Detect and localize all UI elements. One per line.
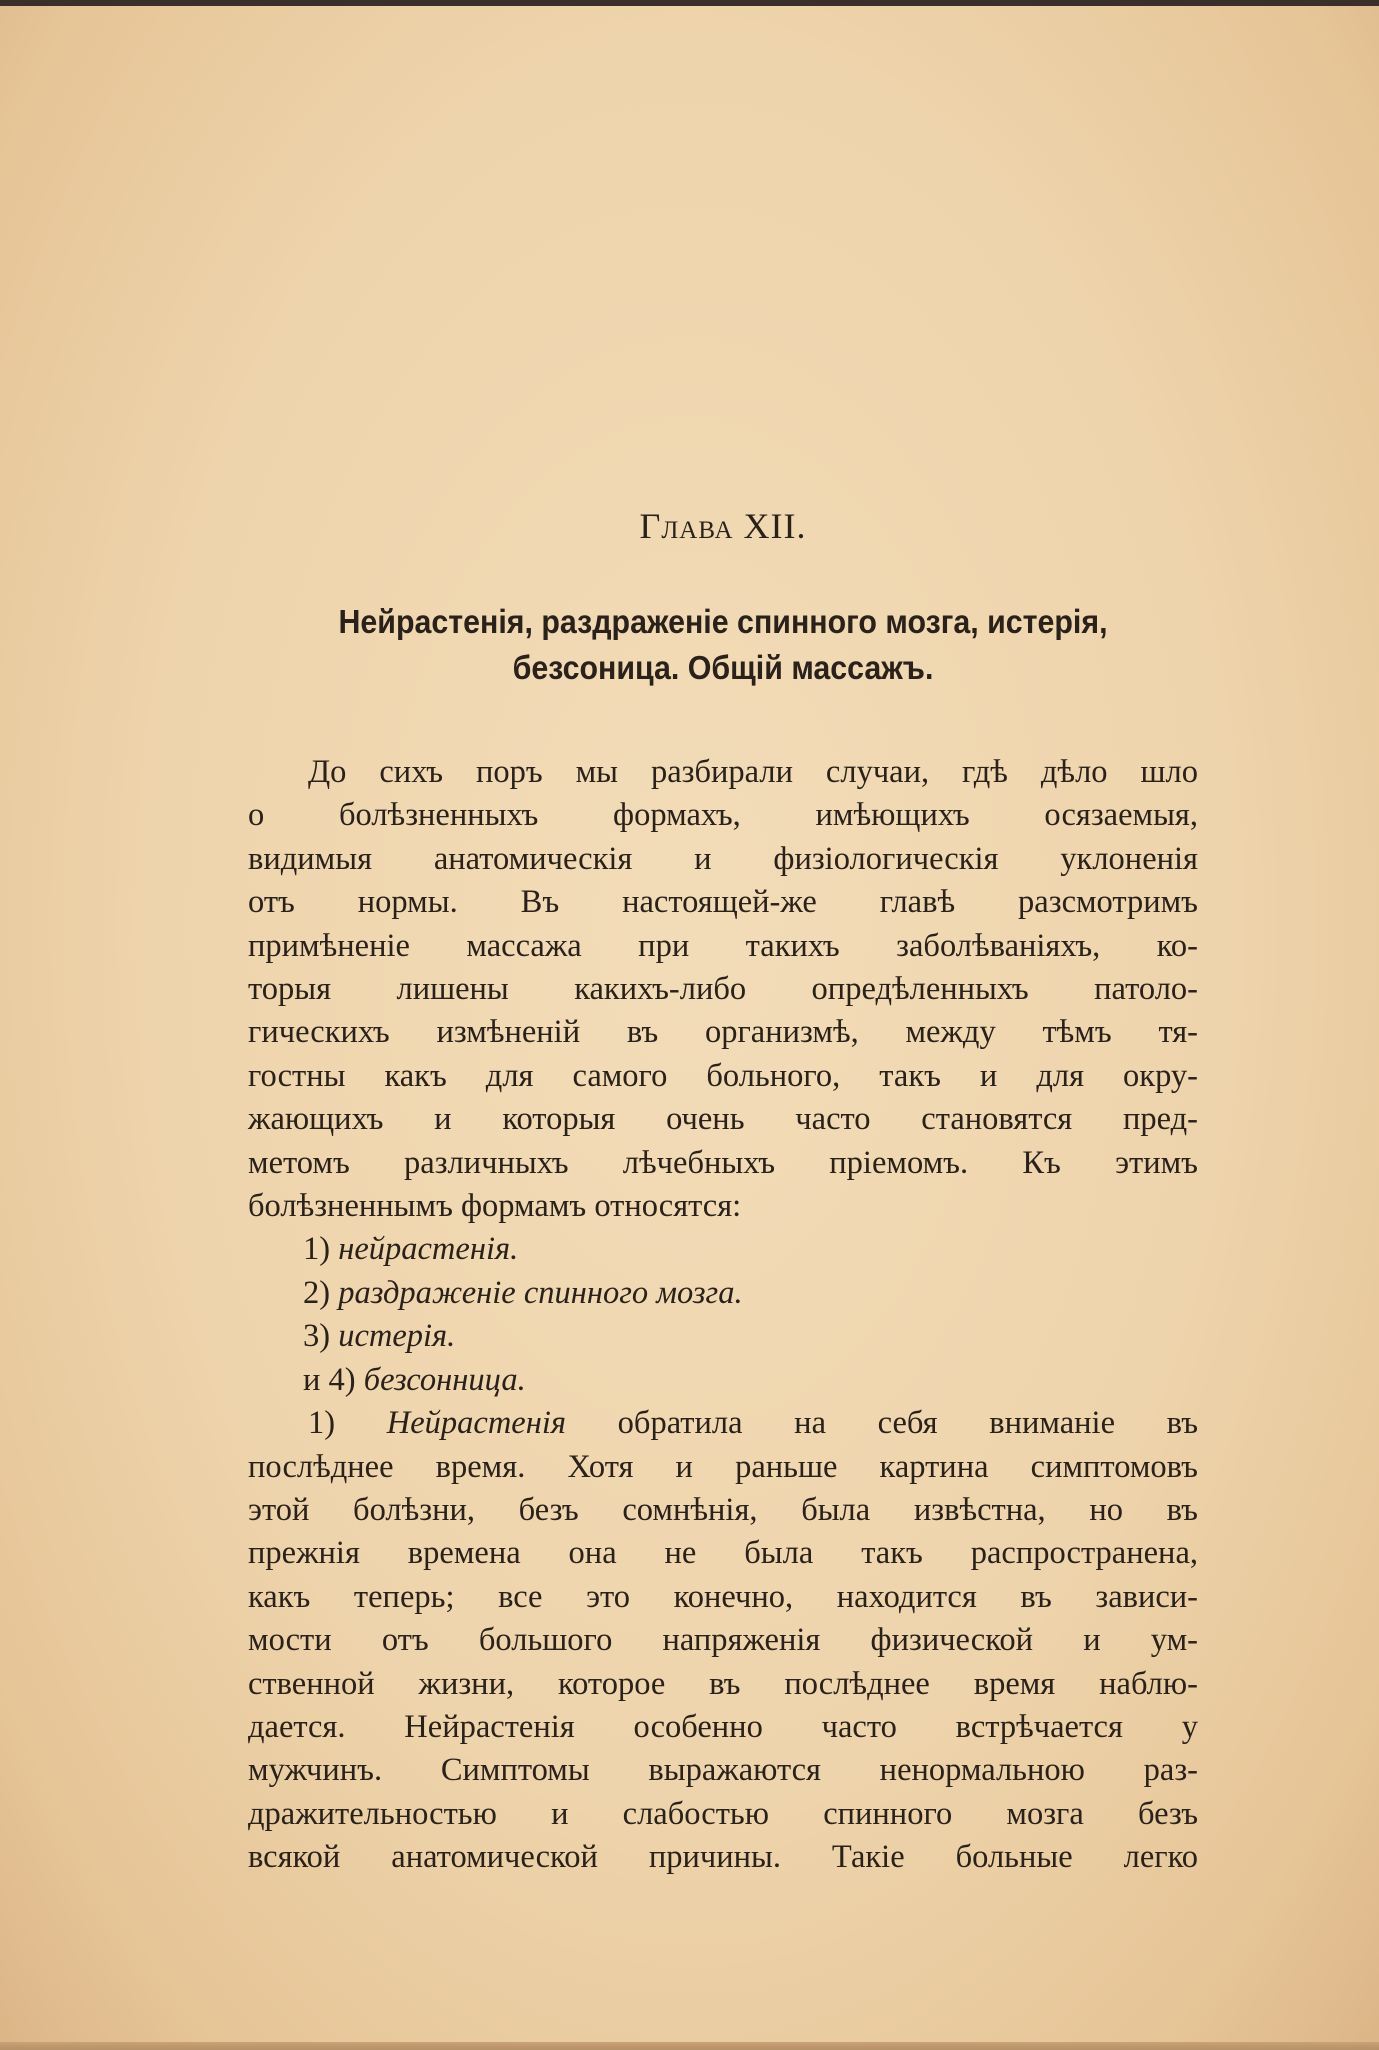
body-text [248, 751, 1198, 1880]
chapter-title [286, 599, 1160, 691]
text-line: торыя лишены какихъ-либо опредѣленныхъ патоло- [248, 971, 1198, 1008]
text-line: дражительностью и слабостью спинного мозга безъ [248, 1795, 1198, 1832]
text-line: дается. Нейрастенія особенно часто встрѣчается у [248, 1708, 1198, 1745]
list-number: 3) [303, 1318, 331, 1355]
list-item [248, 1272, 1198, 1315]
list-number: и 4) [303, 1361, 356, 1398]
chapter-title-line-2: безсоница. Общій массажъ. [512, 649, 934, 686]
text-line: какъ теперь; все это конечно, находится въ зависи- [248, 1578, 1198, 1615]
paragraph-term: Нейрастенія [386, 1405, 566, 1442]
text-line: прежнія времена она не была такъ распространена, [248, 1535, 1198, 1572]
text-line: этой болѣзни, безъ сомнѣнія, была извѣстна, но въ [248, 1491, 1198, 1528]
list-term: истерія. [338, 1318, 456, 1355]
text-line: метомъ различныхъ лѣчебныхъ пріемомъ. Къ этимъ [248, 1144, 1198, 1181]
text-line: гическихъ измѣненій въ организмѣ, между тѣмъ тя- [248, 1014, 1198, 1051]
list-item [248, 1315, 1198, 1358]
text-line: гостны какъ для самого больного, такъ и для окру- [248, 1057, 1198, 1094]
disease-list [248, 1228, 1198, 1402]
list-term: безсонница. [363, 1361, 526, 1398]
chapter-title-line-1: Нейрастенія, раздраженіе спинного мозга, истерія, [338, 603, 1108, 640]
text-line: мости отъ большого напряженія физической и ум- [248, 1622, 1198, 1659]
paragraph-2 [248, 1402, 1198, 1879]
text-line: отъ нормы. Въ настоящей-же главѣ разсмотримъ [248, 884, 1198, 921]
list-item [248, 1359, 1198, 1402]
text-line [248, 1402, 1198, 1445]
text-line: мужчинъ. Симптомы выражаются ненормальною раз- [248, 1752, 1198, 1789]
list-number: 1) [303, 1231, 331, 1268]
chapter-heading: Глава XII. [639, 506, 807, 546]
text-line: болѣзненнымъ формамъ относятся: [248, 1188, 742, 1225]
text-line: видимыя анатомическія и физіологическія уклоненія [248, 840, 1198, 877]
text-line: послѣднее время. Хотя и раньше картина симптомовъ [248, 1448, 1198, 1485]
paragraph-1 [248, 751, 1198, 1228]
text-line: ственной жизни, которое въ послѣднее время наблю- [248, 1665, 1198, 1702]
list-term: раздраженіе спинного мозга. [338, 1274, 743, 1311]
text-line: о болѣзненныхъ формахъ, имѣющихъ осязаемыя, [248, 797, 1198, 834]
text-line: До сихъ поръ мы разбирали случаи, гдѣ дѣло шло [308, 754, 1198, 790]
paragraph-number: 1) [308, 1405, 336, 1442]
paragraph-first-line-rest: обратила на себя вниманіе въ [617, 1405, 1199, 1442]
list-number: 2) [303, 1274, 331, 1311]
page-bottom-edge [0, 2042, 1379, 2050]
list-item [248, 1228, 1198, 1271]
page-top-edge [0, 0, 1379, 6]
book-page [248, 505, 1198, 1880]
text-line: жающихъ и которыя очень часто становятся пред- [248, 1101, 1198, 1138]
text-line: примѣненіе массажа при такихъ заболѣваніяхъ, ко- [248, 927, 1198, 964]
text-line: всякой анатомической причины. Такіе больные легко [248, 1839, 1198, 1876]
list-term: нейрастенія. [338, 1231, 519, 1268]
